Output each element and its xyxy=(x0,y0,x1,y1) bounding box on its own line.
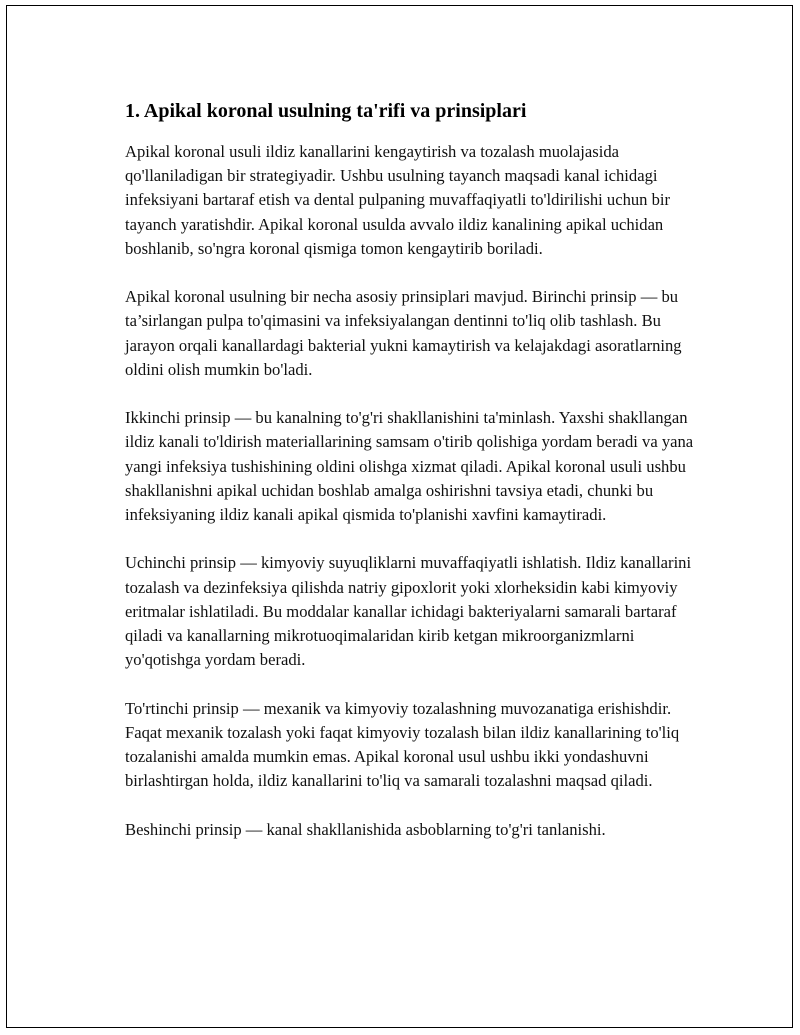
paragraph-definition: Apikal koronal usuli ildiz kanallarini kengaytirish va tozalash muolajasida qo'llaniladigan bir strategiyadir. Ushbu usulning tayanch maqsadi kanal ichidagi infeksiyani bartaraf etish va dental pulpaning muvaffaqiyatli to'ldirilishi uchun bir tayanch yaratishdir. Apikal koronal usulda avvalo ildiz kanalining apikal uchidan boshlanib, so'ngra koronal qismiga tomon kengaytirib boriladi. xyxy=(125,142,671,258)
paragraph-principle-1: Apikal koronal usulning bir necha asosiy prinsiplari mavjud. Birinchi prinsip — bu ta’sirlangan pulpa to'qimasini va infeksiyalangan dentinni to'liq olib tashlash. Bu jarayon orqali kanallardagi bakterial yukni kamaytirish va kelajakdagi asoratlarning oldini olish mumkin bo'ladi. xyxy=(125,287,682,379)
paragraph-principle-3: Uchinchi prinsip — kimyoviy suyuqliklarni muvaffaqiyatli ishlatish. Ildiz kanallarini tozalash va dezinfeksiya qilishda natriy gipoxlorit yoki xlorheksidin kabi kimyoviy eritmalar ishlatiladi. Bu moddalar kanallar ichidagi bakteriyalarni samarali bartaraf qiladi va kanallarning mikrotuoqimalaridan kirib ketgan mikroorganizmlarni yo'qotishga yordam beradi. xyxy=(125,553,692,670)
section-heading: 1. Apikal koronal usulning ta'rifi va prinsiplari xyxy=(125,100,527,122)
paragraph-principle-5: Beshinchi prinsip — kanal shakllanishida asboblarning to'g'ri tanlanishi. xyxy=(125,819,606,839)
page-frame xyxy=(6,5,793,1028)
paragraph-principle-2: Ikkinchi prinsip — bu kanalning to'g'ri shakllanishini ta'minlash. Yaxshi shakllangan ildiz kanali to'ldirish materiallarining samsam o'tirib qolishiga yordam beradi va yana yangi infeksiya tushishining oldini olishga xizmat qiladi. Apikal koronal usuli ushbu shakllanishni apikal uchidan boshlab amalga oshirishni tavsiya etadi, chunki bu infeksiyaning ildiz kanali apikal qismida to'planishi xavfini kamaytiradi. xyxy=(125,408,694,525)
document-body xyxy=(125,98,700,866)
paragraph-principle-4: To'rtinchi prinsip — mexanik va kimyoviy tozalashning muvozanatiga erishishdir. Faqat mexanik tozalash yoki faqat kimyoviy tozalash bilan ildiz kanallarining to'liq tozalanishi amalda mumkin emas. Apikal koronal usul ushbu ikki yondashuvni birlashtirgan holda, ildiz kanallarini to'liq va samarali tozalashni maqsad qiladi. xyxy=(125,698,680,791)
